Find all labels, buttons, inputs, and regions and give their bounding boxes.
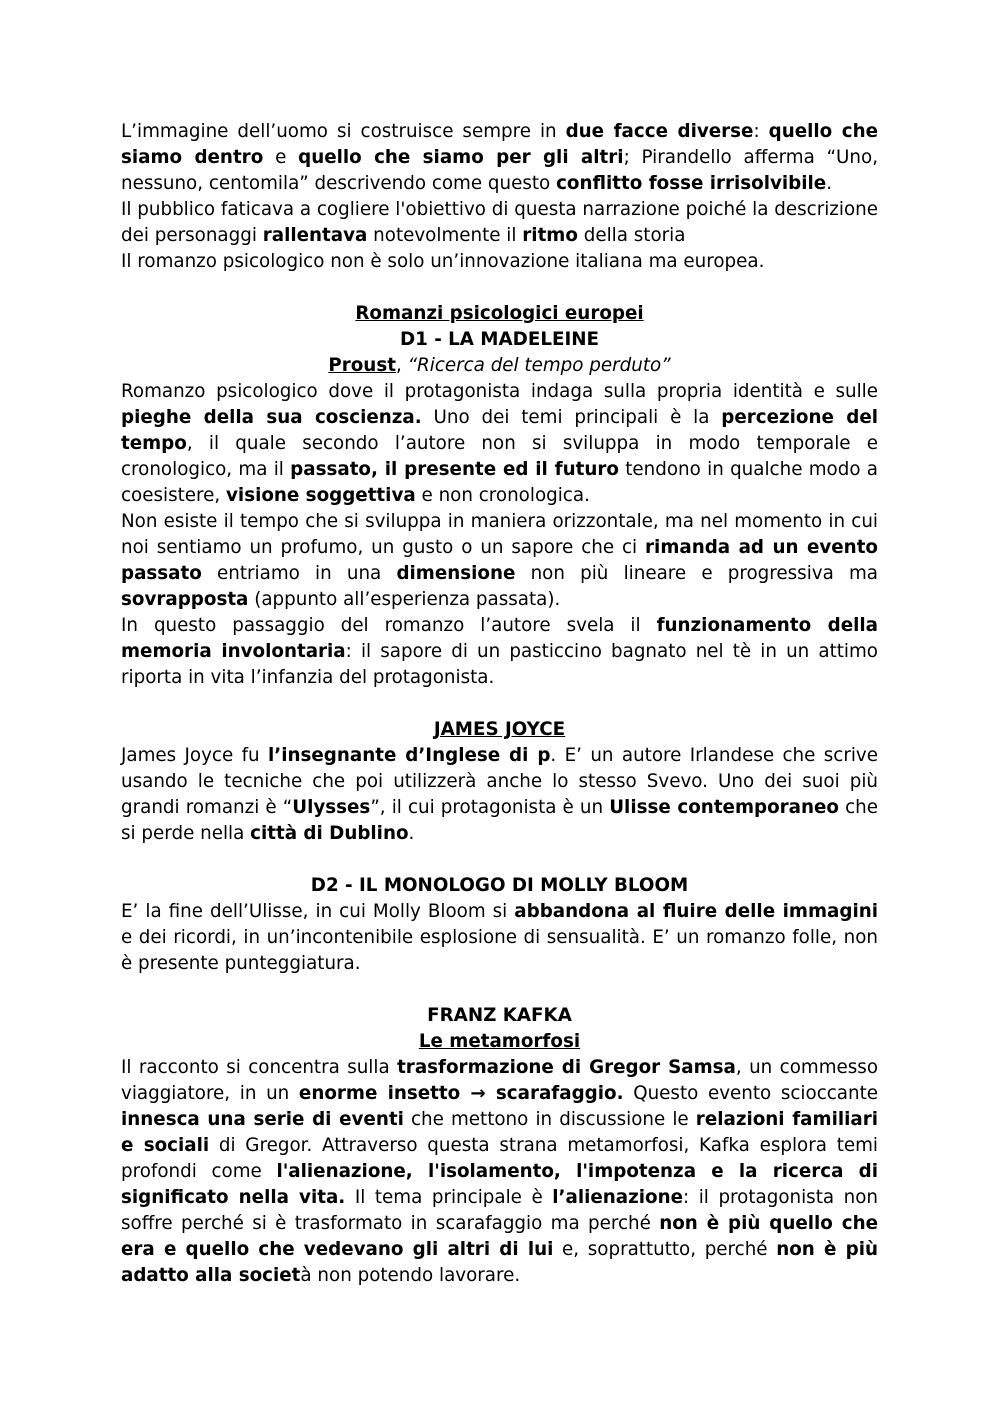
molly-title: D2 - IL MONOLOGO DI MOLLY BLOOM	[310, 875, 689, 896]
proust-byline	[121, 353, 878, 379]
text-run: Romanzo psicologico dove il protagonista indaga sulla propria identità e sulle	[121, 381, 878, 402]
bold-text: non è più quello che era e quello che vedevano gli altri di lui	[121, 1213, 878, 1260]
bold-text: funzionamento della memoria involontaria	[121, 615, 878, 662]
proust-paragraph-2	[121, 509, 878, 613]
text-run: entriamo in una	[201, 563, 397, 584]
bold-text: percezione del tempo	[121, 407, 878, 454]
bold-text: non è più adatto alla societ	[121, 1239, 878, 1286]
bold-text: visione soggettiva	[226, 485, 416, 506]
spacer	[121, 691, 878, 717]
text-run: Il pubblico faticava a cogliere l'obiettivo di questa narrazione poiché la descrizione dei personaggi	[121, 199, 878, 246]
text-run: Il racconto si concentra sulla	[121, 1057, 398, 1078]
text-run: non più lineare e progressiva ma	[515, 563, 878, 584]
kafka-title: FRANZ KAFKA	[427, 1005, 572, 1026]
text-run: e non cronologica.	[415, 485, 590, 506]
text-run: tendono in qualche modo a coesistere,	[121, 459, 879, 506]
text-run: che mettono in discussione le	[403, 1109, 696, 1130]
bold-text: trasformazione di Gregor Samsa	[397, 1057, 736, 1078]
bold-text: sovrapposta	[121, 589, 249, 610]
bold-text: rimanda ad un evento passato	[121, 537, 878, 584]
text-run: : il sapore di un pasticcino bagnato nel tè in un attimo riporta in vita l’infanzia del protagonista.	[121, 641, 878, 688]
bold-text: città di Dublino	[250, 823, 409, 844]
bold-text: l’insegnante d’Inglese di p	[267, 745, 551, 766]
spacer	[121, 275, 878, 301]
text-run: .	[408, 823, 415, 844]
text-run: , un commesso viaggiatore, in un	[121, 1057, 878, 1104]
spacer	[121, 847, 878, 873]
bold-text: quello che siamo per gli altri	[298, 147, 624, 168]
intro-paragraph-3	[121, 249, 878, 275]
text-run: e	[263, 147, 299, 168]
bold-text: innesca una serie di eventi	[121, 1109, 404, 1130]
text-run: E’ la fine dell’Ulisse, in cui Molly Bloom si	[121, 901, 515, 922]
text-run: e dei ricordi, in un’incontenibile esplosione di sensualità. E’ un romanzo folle, non è presente punteggiatura.	[121, 927, 878, 974]
text-run: ”, il cui protagonista è un	[370, 797, 610, 818]
bold-text: passato, il presente ed il futuro	[290, 459, 619, 480]
text-run: Il tema principale è	[345, 1187, 553, 1208]
text-run: della storia	[577, 225, 686, 246]
bold-text: enorme insetto → scarafaggio.	[298, 1083, 624, 1104]
text-run: :	[753, 121, 769, 142]
spacer	[121, 977, 878, 1003]
text-run: ; Pirandello afferma “Uno, nessuno, centomila” descrivendo come questo	[121, 147, 879, 194]
text-run: James Joyce fu	[121, 745, 268, 766]
author-name: Proust	[328, 355, 396, 376]
molly-paragraph	[121, 899, 878, 977]
text-run: : il protagonista non soffre perché si è trasformato in scarafaggio ma perché	[121, 1187, 878, 1234]
text-run: di Gregor. Attraverso questa strana metamorfosi, Kafka esplora temi profondi come	[121, 1135, 878, 1182]
kafka-subtitle: Le metamorfosi	[418, 1031, 581, 1052]
work-title: “Ricerca del tempo perduto”	[407, 355, 671, 376]
text-run: à non potendo lavorare.	[300, 1265, 521, 1286]
proust-paragraph-3	[121, 613, 878, 691]
text-run: (appunto all’esperienza passata).	[248, 589, 561, 610]
text-run: che si perde nella	[121, 797, 878, 844]
text-run: Non esiste il tempo che si sviluppa in maniera orizzontale, ma nel momento in cui noi sentiamo un profumo, un gusto o un sapore che ci	[121, 511, 878, 558]
bold-text: conflitto fosse irrisolvibile	[556, 173, 827, 194]
doc-title-madeleine: D1 - LA MADELEINE	[399, 329, 600, 350]
bold-text: l'alienazione, l'isolamento, l'impotenza e la ricerca di significato nella vita.	[121, 1161, 878, 1208]
text-run: Uno dei temi principali è la	[421, 407, 722, 428]
text-run: , il quale secondo l’autore non si sviluppa in modo temporale e cronologico, ma il	[121, 433, 878, 480]
bold-text: l’alienazione	[552, 1187, 683, 1208]
text-run: Il romanzo psicologico non è solo un’innovazione italiana ma europea.	[121, 251, 765, 272]
bold-text: ritmo	[522, 225, 578, 246]
proust-paragraph-1	[121, 379, 878, 509]
intro-paragraph-1	[121, 119, 878, 197]
bold-text: quello che siamo dentro	[121, 121, 878, 168]
bold-text: due facce diverse	[565, 121, 754, 142]
joyce-paragraph	[121, 743, 878, 847]
text-run: .	[826, 173, 833, 194]
bold-text: pieghe della sua coscienza.	[121, 407, 422, 428]
text-run: Questo evento scioccante	[623, 1083, 879, 1104]
kafka-paragraph	[121, 1055, 878, 1289]
bold-text: abbandona al fluire delle immagini	[514, 901, 878, 922]
bold-text: rallentava	[262, 225, 368, 246]
text-run: notevolmente il	[367, 225, 523, 246]
document-body	[121, 119, 878, 1289]
bold-text: relazioni familiari e sociali	[121, 1109, 878, 1156]
bold-text: Ulisse contemporaneo	[609, 797, 839, 818]
bold-text: Ulysses	[292, 797, 371, 818]
intro-paragraph-2	[121, 197, 878, 249]
text-run: e, soprattutto, perché	[553, 1239, 777, 1260]
text-run: L’immagine dell’uomo si costruisce sempre in	[121, 121, 566, 142]
bold-text: dimensione	[396, 563, 516, 584]
joyce-title: JAMES JOYCE	[433, 719, 566, 740]
section-title: Romanzi psicologici europei	[355, 303, 644, 324]
byline-separator: ,	[395, 355, 408, 376]
text-run: . E’ un autore Irlandese che scrive usando le tecniche che poi utilizzerà anche lo stesso Svevo. Uno dei suoi più grandi romanzi è “	[121, 745, 878, 818]
text-run: In questo passaggio del romanzo l’autore svela il	[121, 615, 657, 636]
